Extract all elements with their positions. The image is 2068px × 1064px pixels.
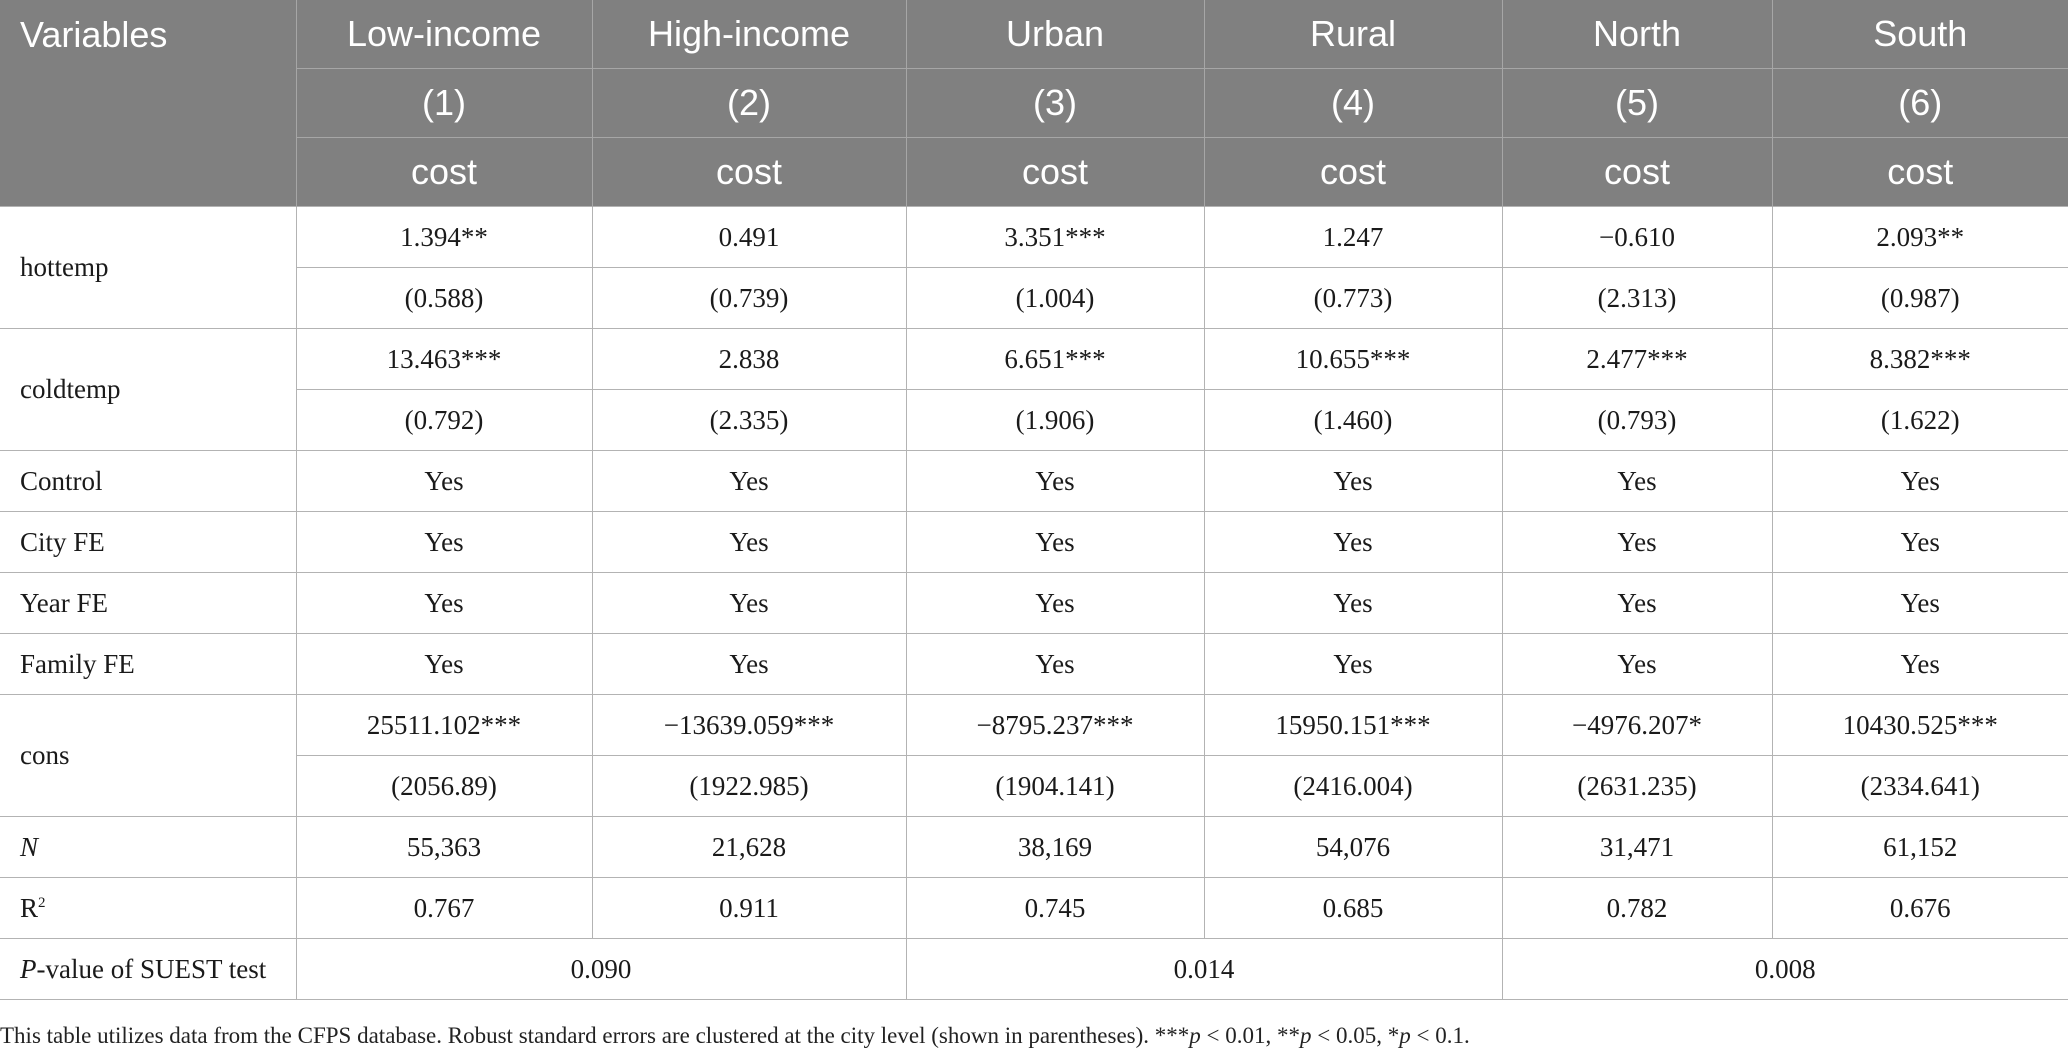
cell-year-fe-1: Yes [296, 573, 592, 634]
cell-n-4: 54,076 [1204, 817, 1502, 878]
footnote-p-3: p [1399, 1023, 1411, 1048]
col-dep-6: cost [1772, 138, 2068, 207]
cell-hottemp-se-5: (2.313) [1502, 268, 1772, 329]
cell-suest-north-south: 0.008 [1502, 939, 2068, 1000]
cell-family-fe-3: Yes [906, 634, 1204, 695]
cell-n-6: 61,152 [1772, 817, 2068, 878]
footnote-threshold-1: < 0.01, [1200, 1023, 1278, 1048]
header-row-dependent [0, 138, 2068, 207]
cell-coldtemp-coef-6: 8.382*** [1772, 329, 2068, 390]
cell-cons-se-1: (2056.89) [296, 756, 592, 817]
table-row-suest [0, 939, 2068, 1000]
cell-city-fe-3: Yes [906, 512, 1204, 573]
table-row-year-fe [0, 573, 2068, 634]
cell-r2-4: 0.685 [1204, 878, 1502, 939]
cell-year-fe-5: Yes [1502, 573, 1772, 634]
cell-coldtemp-coef-4: 10.655*** [1204, 329, 1502, 390]
cell-city-fe-4: Yes [1204, 512, 1502, 573]
table-row-cons-coef [0, 695, 2068, 756]
cell-r2-5: 0.782 [1502, 878, 1772, 939]
cell-control-1: Yes [296, 451, 592, 512]
cell-cons-se-5: (2631.235) [1502, 756, 1772, 817]
cell-cons-coef-1: 25511.102*** [296, 695, 592, 756]
suest-label-rest: -value of SUEST test [36, 953, 267, 984]
col-number-6: (6) [1772, 69, 2068, 138]
cell-coldtemp-coef-2: 2.838 [592, 329, 906, 390]
cell-suest-urban-rural: 0.014 [906, 939, 1502, 1000]
cell-hottemp-coef-3: 3.351*** [906, 207, 1204, 268]
table-row-city-fe [0, 512, 2068, 573]
col-header-low-income: Low-income [296, 0, 592, 69]
cell-r2-2: 0.911 [592, 878, 906, 939]
cell-city-fe-1: Yes [296, 512, 592, 573]
cell-city-fe-6: Yes [1772, 512, 2068, 573]
cell-hottemp-se-2: (0.739) [592, 268, 906, 329]
header-row-groups [0, 0, 2068, 69]
cell-cons-coef-5: −4976.207* [1502, 695, 1772, 756]
cell-year-fe-4: Yes [1204, 573, 1502, 634]
cell-hottemp-coef-1: 1.394** [296, 207, 592, 268]
col-header-high-income: High-income [592, 0, 906, 69]
col-header-rural: Rural [1204, 0, 1502, 69]
cell-coldtemp-se-2: (2.335) [592, 390, 906, 451]
footnote-p-1: p [1189, 1023, 1201, 1048]
cell-coldtemp-se-3: (1.906) [906, 390, 1204, 451]
table-row-coldtemp-coef [0, 329, 2068, 390]
cell-control-5: Yes [1502, 451, 1772, 512]
cell-cons-coef-3: −8795.237*** [906, 695, 1204, 756]
cell-coldtemp-coef-5: 2.477*** [1502, 329, 1772, 390]
cell-control-6: Yes [1772, 451, 2068, 512]
col-number-3: (3) [906, 69, 1204, 138]
cell-cons-se-4: (2416.004) [1204, 756, 1502, 817]
cell-hottemp-se-3: (1.004) [906, 268, 1204, 329]
cell-family-fe-6: Yes [1772, 634, 2068, 695]
cell-cons-se-3: (1904.141) [906, 756, 1204, 817]
cell-hottemp-coef-5: −0.610 [1502, 207, 1772, 268]
footnote-threshold-2: < 0.05, [1311, 1023, 1388, 1048]
table-row-r2 [0, 878, 2068, 939]
cell-cons-se-2: (1922.985) [592, 756, 906, 817]
row-label-suest [0, 939, 296, 1000]
footnote-stars-2: ** [1277, 1023, 1301, 1048]
cell-cons-coef-2: −13639.059*** [592, 695, 906, 756]
cell-city-fe-2: Yes [592, 512, 906, 573]
row-label-hottemp: hottemp [0, 207, 296, 329]
row-label-n: N [0, 817, 296, 878]
table-row-control [0, 451, 2068, 512]
table-row-coldtemp-se [0, 390, 2068, 451]
footnote-threshold-3: < 0.1. [1410, 1023, 1470, 1048]
col-dep-1: cost [296, 138, 592, 207]
cell-cons-coef-6: 10430.525*** [1772, 695, 2068, 756]
cell-suest-income: 0.090 [296, 939, 906, 1000]
suest-p-italic: P [20, 953, 37, 984]
cell-r2-1: 0.767 [296, 878, 592, 939]
col-dep-2: cost [592, 138, 906, 207]
col-number-1: (1) [296, 69, 592, 138]
r2-superscript: 2 [38, 894, 46, 911]
cell-cons-se-6: (2334.641) [1772, 756, 2068, 817]
col-header-south: South [1772, 0, 2068, 69]
cell-year-fe-6: Yes [1772, 573, 2068, 634]
cell-hottemp-coef-2: 0.491 [592, 207, 906, 268]
cell-coldtemp-se-1: (0.792) [296, 390, 592, 451]
col-dep-3: cost [906, 138, 1204, 207]
r2-base: R [20, 892, 39, 923]
cell-cons-coef-4: 15950.151*** [1204, 695, 1502, 756]
cell-coldtemp-coef-3: 6.651*** [906, 329, 1204, 390]
col-dep-4: cost [1204, 138, 1502, 207]
cell-control-3: Yes [906, 451, 1204, 512]
cell-r2-3: 0.745 [906, 878, 1204, 939]
table-header [0, 0, 2068, 207]
table-footnote [0, 1023, 1470, 1049]
table-body [0, 207, 2068, 1000]
cell-n-2: 21,628 [592, 817, 906, 878]
cell-control-2: Yes [592, 451, 906, 512]
row-label-year-fe: Year FE [0, 573, 296, 634]
cell-coldtemp-coef-1: 13.463*** [296, 329, 592, 390]
row-label-r2 [0, 878, 296, 939]
cell-city-fe-5: Yes [1502, 512, 1772, 573]
cell-n-1: 55,363 [296, 817, 592, 878]
table-row-cons-se [0, 756, 2068, 817]
header-row-numbers [0, 69, 2068, 138]
col-header-urban: Urban [906, 0, 1204, 69]
cell-r2-6: 0.676 [1772, 878, 2068, 939]
row-label-cons: cons [0, 695, 296, 817]
col-header-north: North [1502, 0, 1772, 69]
col-number-4: (4) [1204, 69, 1502, 138]
cell-coldtemp-se-4: (1.460) [1204, 390, 1502, 451]
cell-hottemp-se-1: (0.588) [296, 268, 592, 329]
row-label-family-fe: Family FE [0, 634, 296, 695]
table-row-hottemp-se [0, 268, 2068, 329]
cell-family-fe-5: Yes [1502, 634, 1772, 695]
footnote-stars-3: * [1387, 1023, 1400, 1048]
footnote-stars-1: *** [1154, 1023, 1190, 1048]
row-label-city-fe: City FE [0, 512, 296, 573]
cell-coldtemp-se-5: (0.793) [1502, 390, 1772, 451]
cell-hottemp-se-6: (0.987) [1772, 268, 2068, 329]
cell-hottemp-coef-6: 2.093** [1772, 207, 2068, 268]
cell-n-3: 38,169 [906, 817, 1204, 878]
cell-year-fe-2: Yes [592, 573, 906, 634]
cell-coldtemp-se-6: (1.622) [1772, 390, 2068, 451]
cell-n-5: 31,471 [1502, 817, 1772, 878]
col-number-5: (5) [1502, 69, 1772, 138]
footnote-p-2: p [1300, 1023, 1312, 1048]
row-label-coldtemp: coldtemp [0, 329, 296, 451]
variables-header: Variables [0, 0, 296, 207]
cell-year-fe-3: Yes [906, 573, 1204, 634]
cell-control-4: Yes [1204, 451, 1502, 512]
cell-family-fe-1: Yes [296, 634, 592, 695]
cell-hottemp-coef-4: 1.247 [1204, 207, 1502, 268]
table-row-n [0, 817, 2068, 878]
col-dep-5: cost [1502, 138, 1772, 207]
cell-hottemp-se-4: (0.773) [1204, 268, 1502, 329]
footnote-text: This table utilizes data from the CFPS database. Robust standard errors are clustered at the city level (shown in parentheses). [0, 1023, 1155, 1048]
table-row-hottemp-coef [0, 207, 2068, 268]
table-row-family-fe [0, 634, 2068, 695]
cell-family-fe-2: Yes [592, 634, 906, 695]
row-label-control: Control [0, 451, 296, 512]
col-number-2: (2) [592, 69, 906, 138]
cell-family-fe-4: Yes [1204, 634, 1502, 695]
